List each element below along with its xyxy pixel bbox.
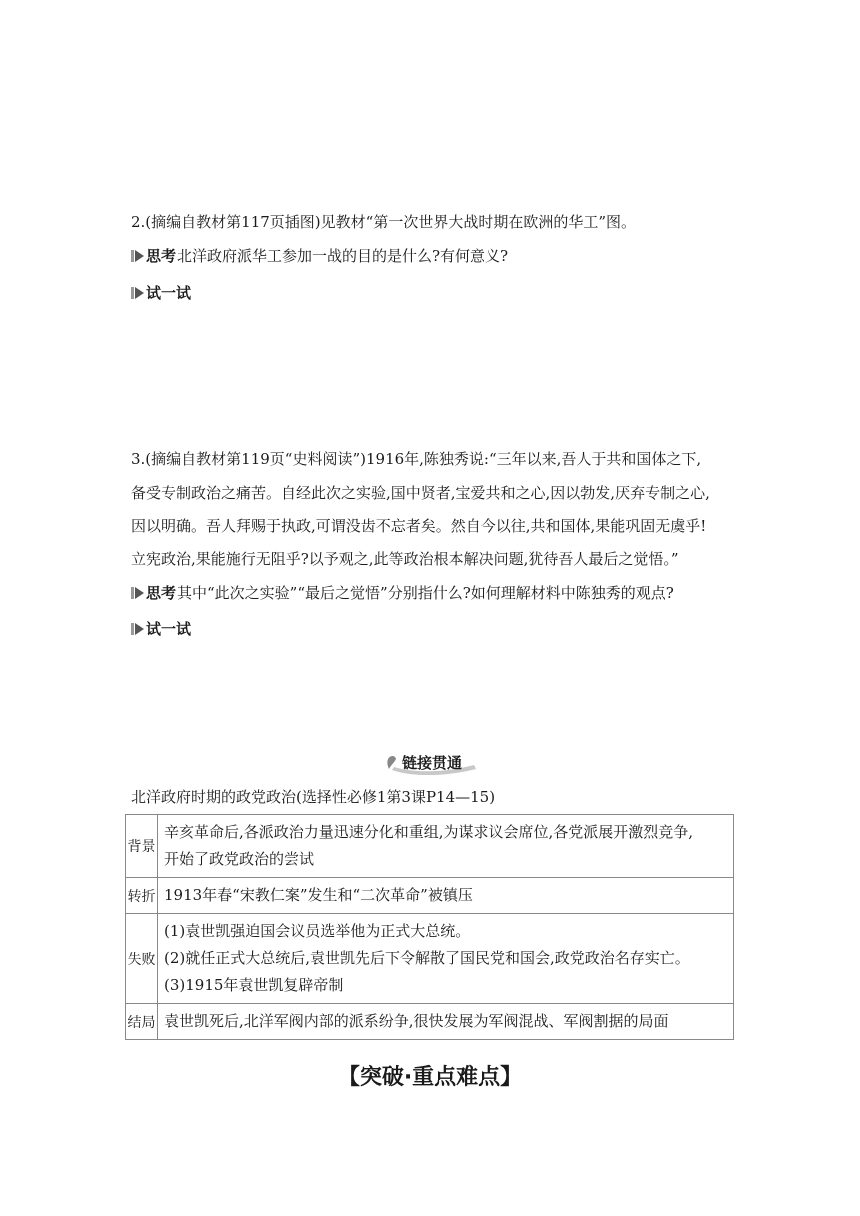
q2-text: 2.(摘编自教材第117页插图)见教材“第一次世界大战时期在欧洲的华工”图。: [131, 213, 636, 231]
row-line: (2)就任正式大总统后,袁世凯先后下令解散了国民党和国会,政党政治名存实亡。: [164, 949, 690, 967]
row-line: 辛亥革命后,各派政治力量迅速分化和重组,为谋求议会席位,各党派展开激烈竞争,: [164, 823, 694, 841]
arrow-right-icon: [135, 250, 144, 262]
policy-table: [125, 814, 734, 1040]
row-line: 开始了政党政治的尝试: [164, 850, 315, 868]
q2-try: [131, 283, 192, 303]
table-row: [126, 878, 734, 914]
q2-think: [131, 246, 508, 266]
arrow-right-icon: [135, 287, 144, 299]
section-title: 【突破·重点难点】: [337, 1065, 523, 1090]
row-head: 转折: [126, 878, 158, 914]
row-body: [158, 878, 734, 914]
row-body: [158, 815, 734, 878]
think-label: 思考: [146, 584, 177, 602]
q3-line-1: 3.(摘编自教材第119页“史料阅读”)1916年,陈独秀说:“三年以来,吾人于共和国体之下,: [131, 450, 702, 468]
think-text: 北洋政府派华工参加一战的目的是什么?有何意义?: [177, 247, 509, 265]
row-head: 失败: [126, 914, 158, 1004]
q3-line-4: 立宪政治,果能施行无阻乎?以予观之,此等政治根本解决问题,犹待吾人最后之觉悟。”: [131, 550, 679, 568]
arrow-right-icon: [135, 587, 144, 599]
row-line: (3)1915年袁世凯复辟帝制: [164, 976, 344, 994]
table-row: [126, 914, 734, 1004]
table-row: [126, 815, 734, 878]
row-line: 袁世凯死后,北洋军阀内部的派系纷争,很快发展为军阀混战、军阀割据的局面: [164, 1012, 669, 1030]
row-body: [158, 914, 734, 1004]
table-row: [126, 1004, 734, 1040]
row-head: 背景: [126, 815, 158, 878]
q3-think: [131, 583, 674, 603]
think-text: 其中“此次之实验”“最后之觉悟”分别指什么?如何理解材料中陈独秀的观点?: [177, 584, 674, 602]
row-line: 1913年春“宋教仁案”发生和“二次革命”被镇压: [164, 886, 473, 904]
marker-bar-icon: [131, 250, 134, 262]
link-caption: 北洋政府时期的政党政治(选择性必修1第3课P14—15): [131, 788, 496, 806]
row-head: 结局: [126, 1004, 158, 1040]
try-label: 试一试: [146, 620, 192, 638]
marker-bar-icon: [131, 287, 134, 299]
row-body: [158, 1004, 734, 1040]
try-label: 试一试: [146, 284, 192, 302]
link-banner-title: 链接贯通: [402, 754, 463, 772]
think-label: 思考: [146, 247, 177, 265]
arrow-right-icon: [135, 623, 144, 635]
q3-line-3: 因以明确。吾人拜赐于执政,可谓没齿不忘者矣。然自今以往,共和国体,果能巩固无虞乎!: [131, 517, 707, 535]
row-line: (1)袁世凯强迫国会议员选举他为正式大总统。: [164, 922, 471, 940]
q3-try: [131, 619, 192, 639]
marker-bar-icon: [131, 623, 134, 635]
marker-bar-icon: [131, 587, 134, 599]
q3-line-2: 备受专制政治之痛苦。自经此次之实验,国中贤者,宝爱共和之心,因以勃发,厌弃专制之心,: [131, 484, 710, 502]
